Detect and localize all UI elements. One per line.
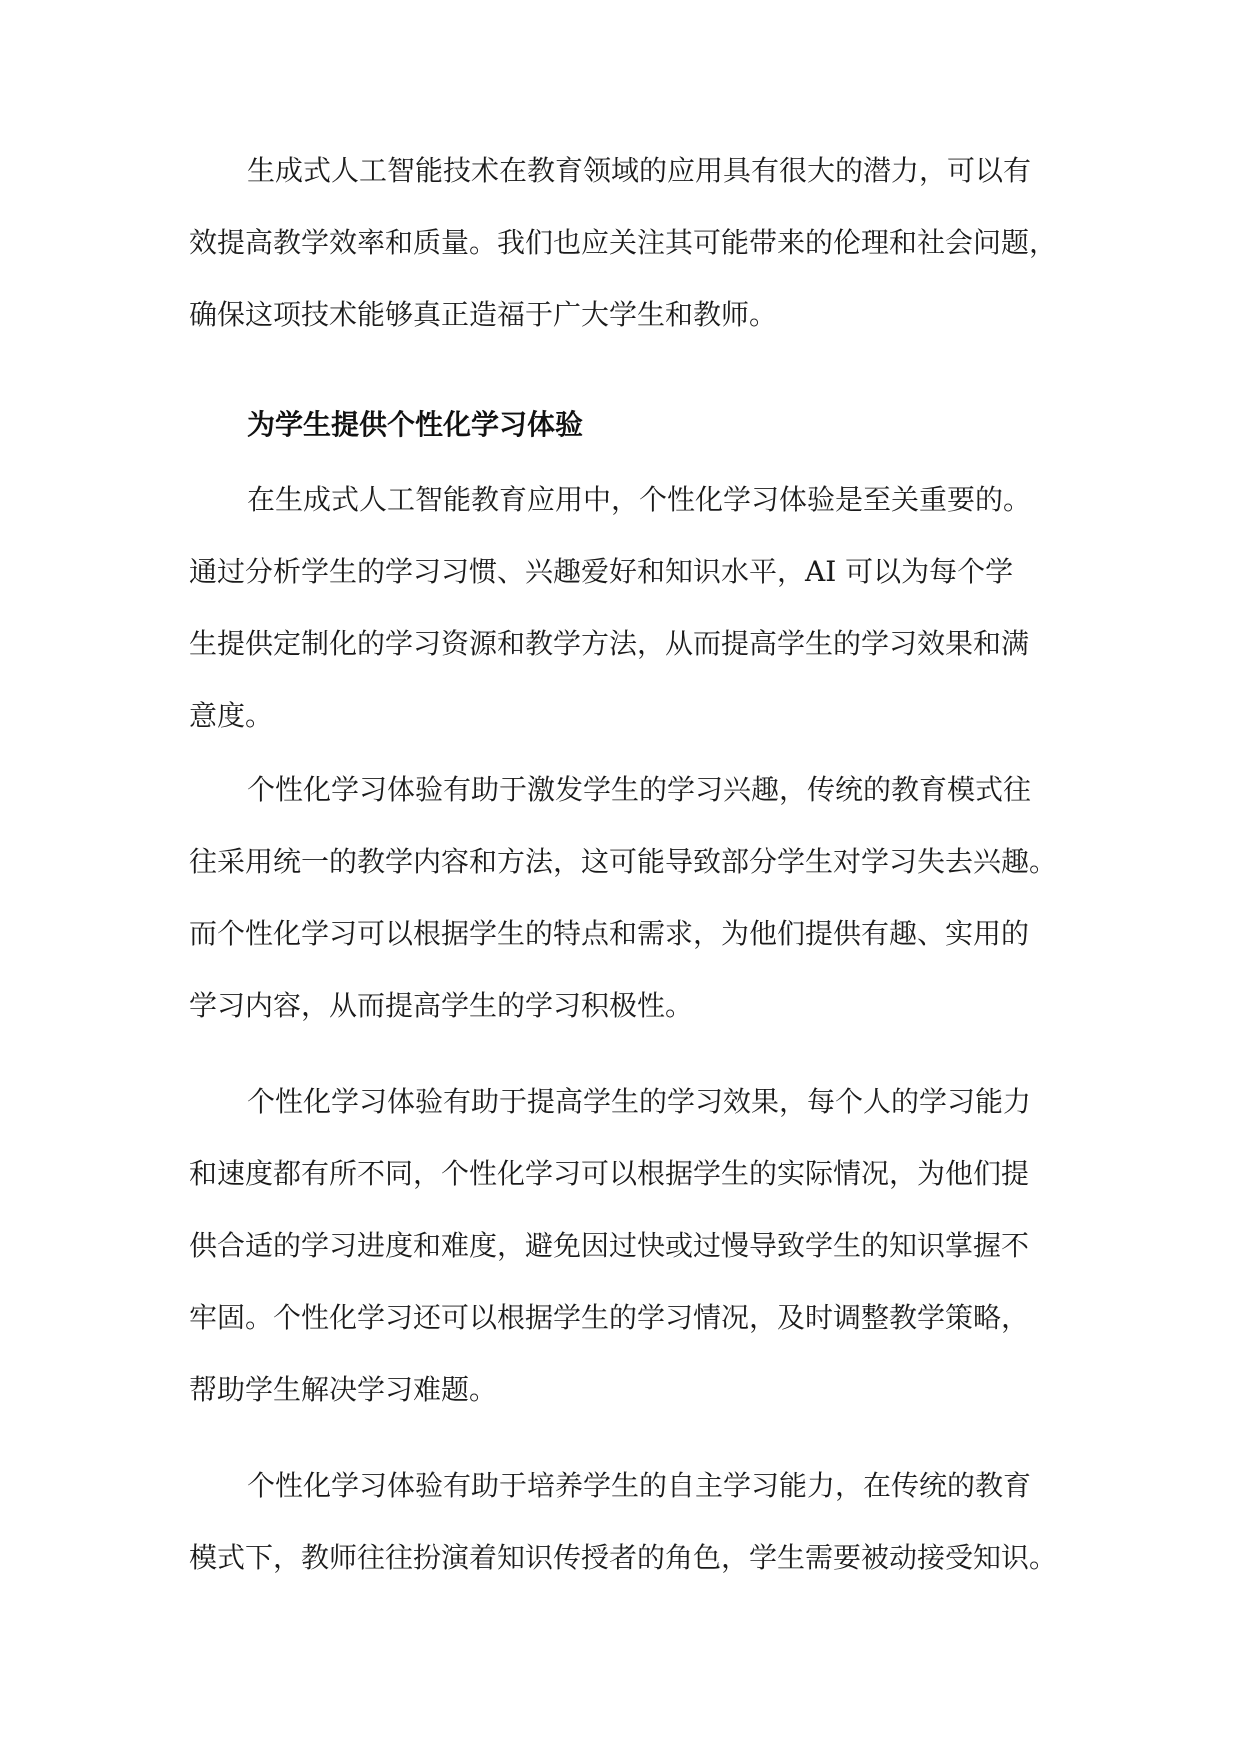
paragraph-1-line-1: 生成式人工智能技术在教育领域的应用具有很大的潜力，可以有 [247,154,1032,187]
paragraph-2-line-4: 意度。 [189,699,274,732]
paragraph-1-line-2: 效提高教学效率和质量。我们也应关注其可能带来的伦理和社会问题， [189,226,1058,259]
paragraph-2-line-2: 通过分析学生的学习习惯、兴趣爱好和知识水平，AI 可以为每个学 [189,555,1014,588]
paragraph-3-line-2: 往采用统一的教学内容和方法，这可能导致部分学生对学习失去兴趣。 [189,845,1058,878]
paragraph-2-line-3: 生提供定制化的学习资源和教学方法，从而提高学生的学习效果和满 [189,627,1030,660]
paragraph-1-line-3: 确保这项技术能够真正造福于广大学生和教师。 [189,298,778,331]
paragraph-3-line-1: 个性化学习体验有助于激发学生的学习兴趣，传统的教育模式往 [247,773,1032,806]
paragraph-5-line-2: 模式下，教师往往扮演着知识传授者的角色，学生需要被动接受知识。 [189,1541,1058,1574]
paragraph-4-line-2: 和速度都有所不同，个性化学习可以根据学生的实际情况，为他们提 [189,1157,1030,1190]
section-heading: 为学生提供个性化学习体验 [247,408,584,441]
paragraph-4-line-5: 帮助学生解决学习难题。 [189,1373,498,1406]
paragraph-3-line-4: 学习内容，从而提高学生的学习积极性。 [189,989,694,1022]
paragraph-4-line-1: 个性化学习体验有助于提高学生的学习效果，每个人的学习能力 [247,1085,1032,1118]
paragraph-4-line-3: 供合适的学习进度和难度，避免因过快或过慢导致学生的知识掌握不 [189,1229,1030,1262]
paragraph-2-line-1: 在生成式人工智能教育应用中，个性化学习体验是至关重要的。 [247,483,1032,516]
paragraph-3-line-3: 而个性化学习可以根据学生的特点和需求，为他们提供有趣、实用的 [189,917,1030,950]
paragraph-5-line-1: 个性化学习体验有助于培养学生的自主学习能力，在传统的教育 [247,1469,1032,1502]
paragraph-4-line-4: 牢固。个性化学习还可以根据学生的学习情况，及时调整教学策略， [189,1301,1030,1334]
